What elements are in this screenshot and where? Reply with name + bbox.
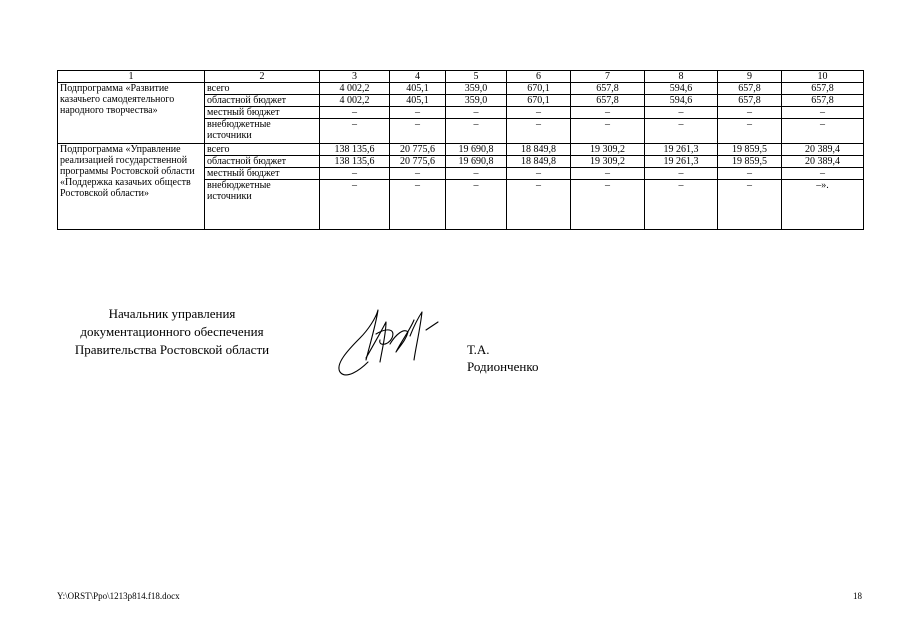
signatory-position-line-2: документационного обеспечения [80, 324, 264, 339]
value-cell: – [446, 119, 507, 144]
value-cell: – [446, 180, 507, 230]
value-cell: – [782, 119, 864, 144]
value-cell: – [446, 107, 507, 119]
value-cell: – [571, 168, 645, 180]
table-row [58, 144, 864, 156]
header-cell: 8 [645, 71, 718, 83]
header-cell: 6 [507, 71, 571, 83]
value-cell: – [320, 168, 390, 180]
value-cell: 20 775,6 [390, 144, 446, 156]
value-cell: 405,1 [390, 95, 446, 107]
header-cell: 1 [58, 71, 205, 83]
value-cell: 19 309,2 [571, 156, 645, 168]
value-cell: 18 849,8 [507, 144, 571, 156]
value-cell: – [782, 168, 864, 180]
value-cell: 594,6 [645, 83, 718, 95]
value-cell: 138 135,6 [320, 156, 390, 168]
value-cell: – [718, 119, 782, 144]
value-cell: – [645, 180, 718, 230]
value-cell: 19 261,3 [645, 144, 718, 156]
header-cell: 9 [718, 71, 782, 83]
header-row [58, 71, 864, 83]
value-cell: 359,0 [446, 83, 507, 95]
value-cell: – [507, 119, 571, 144]
header-cell: 7 [571, 71, 645, 83]
funding-source: внебюджетные источники [205, 119, 320, 144]
value-cell: – [645, 107, 718, 119]
value-cell: 359,0 [446, 95, 507, 107]
value-cell: – [390, 180, 446, 230]
value-cell: – [571, 107, 645, 119]
value-cell: 657,8 [571, 83, 645, 95]
header-cell: 2 [205, 71, 320, 83]
value-cell: 657,8 [571, 95, 645, 107]
value-cell: 594,6 [645, 95, 718, 107]
signatory-position-line-3: Правительства Ростовской области [74, 342, 270, 357]
value-cell: 20 389,4 [782, 144, 864, 156]
value-cell: – [645, 168, 718, 180]
funding-source: всего [205, 144, 320, 156]
value-cell: –». [782, 180, 864, 230]
value-cell: – [320, 107, 390, 119]
value-cell: 670,1 [507, 83, 571, 95]
header-cell: 3 [320, 71, 390, 83]
value-cell: 18 849,8 [507, 156, 571, 168]
subprogram-name: Подпрограмма «Управление реализацией государственной программы Ростовской области «Поддержка казачьих обществ Ростовской области» [58, 144, 205, 230]
subprogram-name: Подпрограмма «Развитие казачьего самодеятельного народного творчества» [58, 83, 205, 144]
value-cell: – [507, 107, 571, 119]
page-number: 18 [853, 591, 862, 601]
budget-table [57, 70, 864, 230]
funding-source: всего [205, 83, 320, 95]
value-cell: 657,8 [718, 83, 782, 95]
value-cell: – [390, 107, 446, 119]
value-cell: 20 775,6 [390, 156, 446, 168]
value-cell: – [718, 180, 782, 230]
value-cell: 657,8 [782, 95, 864, 107]
funding-source: местный бюджет [205, 168, 320, 180]
funding-source: местный бюджет [205, 107, 320, 119]
value-cell: 657,8 [718, 95, 782, 107]
value-cell: 20 389,4 [782, 156, 864, 168]
value-cell: 4 002,2 [320, 95, 390, 107]
value-cell: – [507, 168, 571, 180]
header-cell: 5 [446, 71, 507, 83]
table-body [58, 71, 864, 230]
header-cell: 10 [782, 71, 864, 83]
value-cell: 4 002,2 [320, 83, 390, 95]
value-cell: – [571, 180, 645, 230]
value-cell: – [645, 119, 718, 144]
value-cell: – [718, 107, 782, 119]
value-cell: – [320, 180, 390, 230]
value-cell: – [782, 107, 864, 119]
value-cell: 19 690,8 [446, 156, 507, 168]
value-cell: 138 135,6 [320, 144, 390, 156]
value-cell: 19 261,3 [645, 156, 718, 168]
value-cell: – [320, 119, 390, 144]
value-cell: 19 859,5 [718, 156, 782, 168]
table-row [58, 83, 864, 95]
signatory-position-line-1: Начальник управления [108, 306, 236, 321]
handwritten-signature [330, 300, 450, 385]
funding-source: областной бюджет [205, 95, 320, 107]
value-cell: – [390, 119, 446, 144]
funding-source: областной бюджет [205, 156, 320, 168]
value-cell: – [571, 119, 645, 144]
value-cell: – [507, 180, 571, 230]
value-cell: 670,1 [507, 95, 571, 107]
value-cell: 405,1 [390, 83, 446, 95]
funding-source: внебюджетные источники [205, 180, 320, 230]
header-cell: 4 [390, 71, 446, 83]
signatory-name: Т.А. Родионченко [467, 342, 539, 374]
value-cell: 19 309,2 [571, 144, 645, 156]
value-cell: 19 690,8 [446, 144, 507, 156]
value-cell: 657,8 [782, 83, 864, 95]
value-cell: – [390, 168, 446, 180]
value-cell: – [718, 168, 782, 180]
value-cell: 19 859,5 [718, 144, 782, 156]
footer-file-path: Y:\ORST\Ppo\1213p814.f18.docx [57, 591, 180, 601]
value-cell: – [446, 168, 507, 180]
